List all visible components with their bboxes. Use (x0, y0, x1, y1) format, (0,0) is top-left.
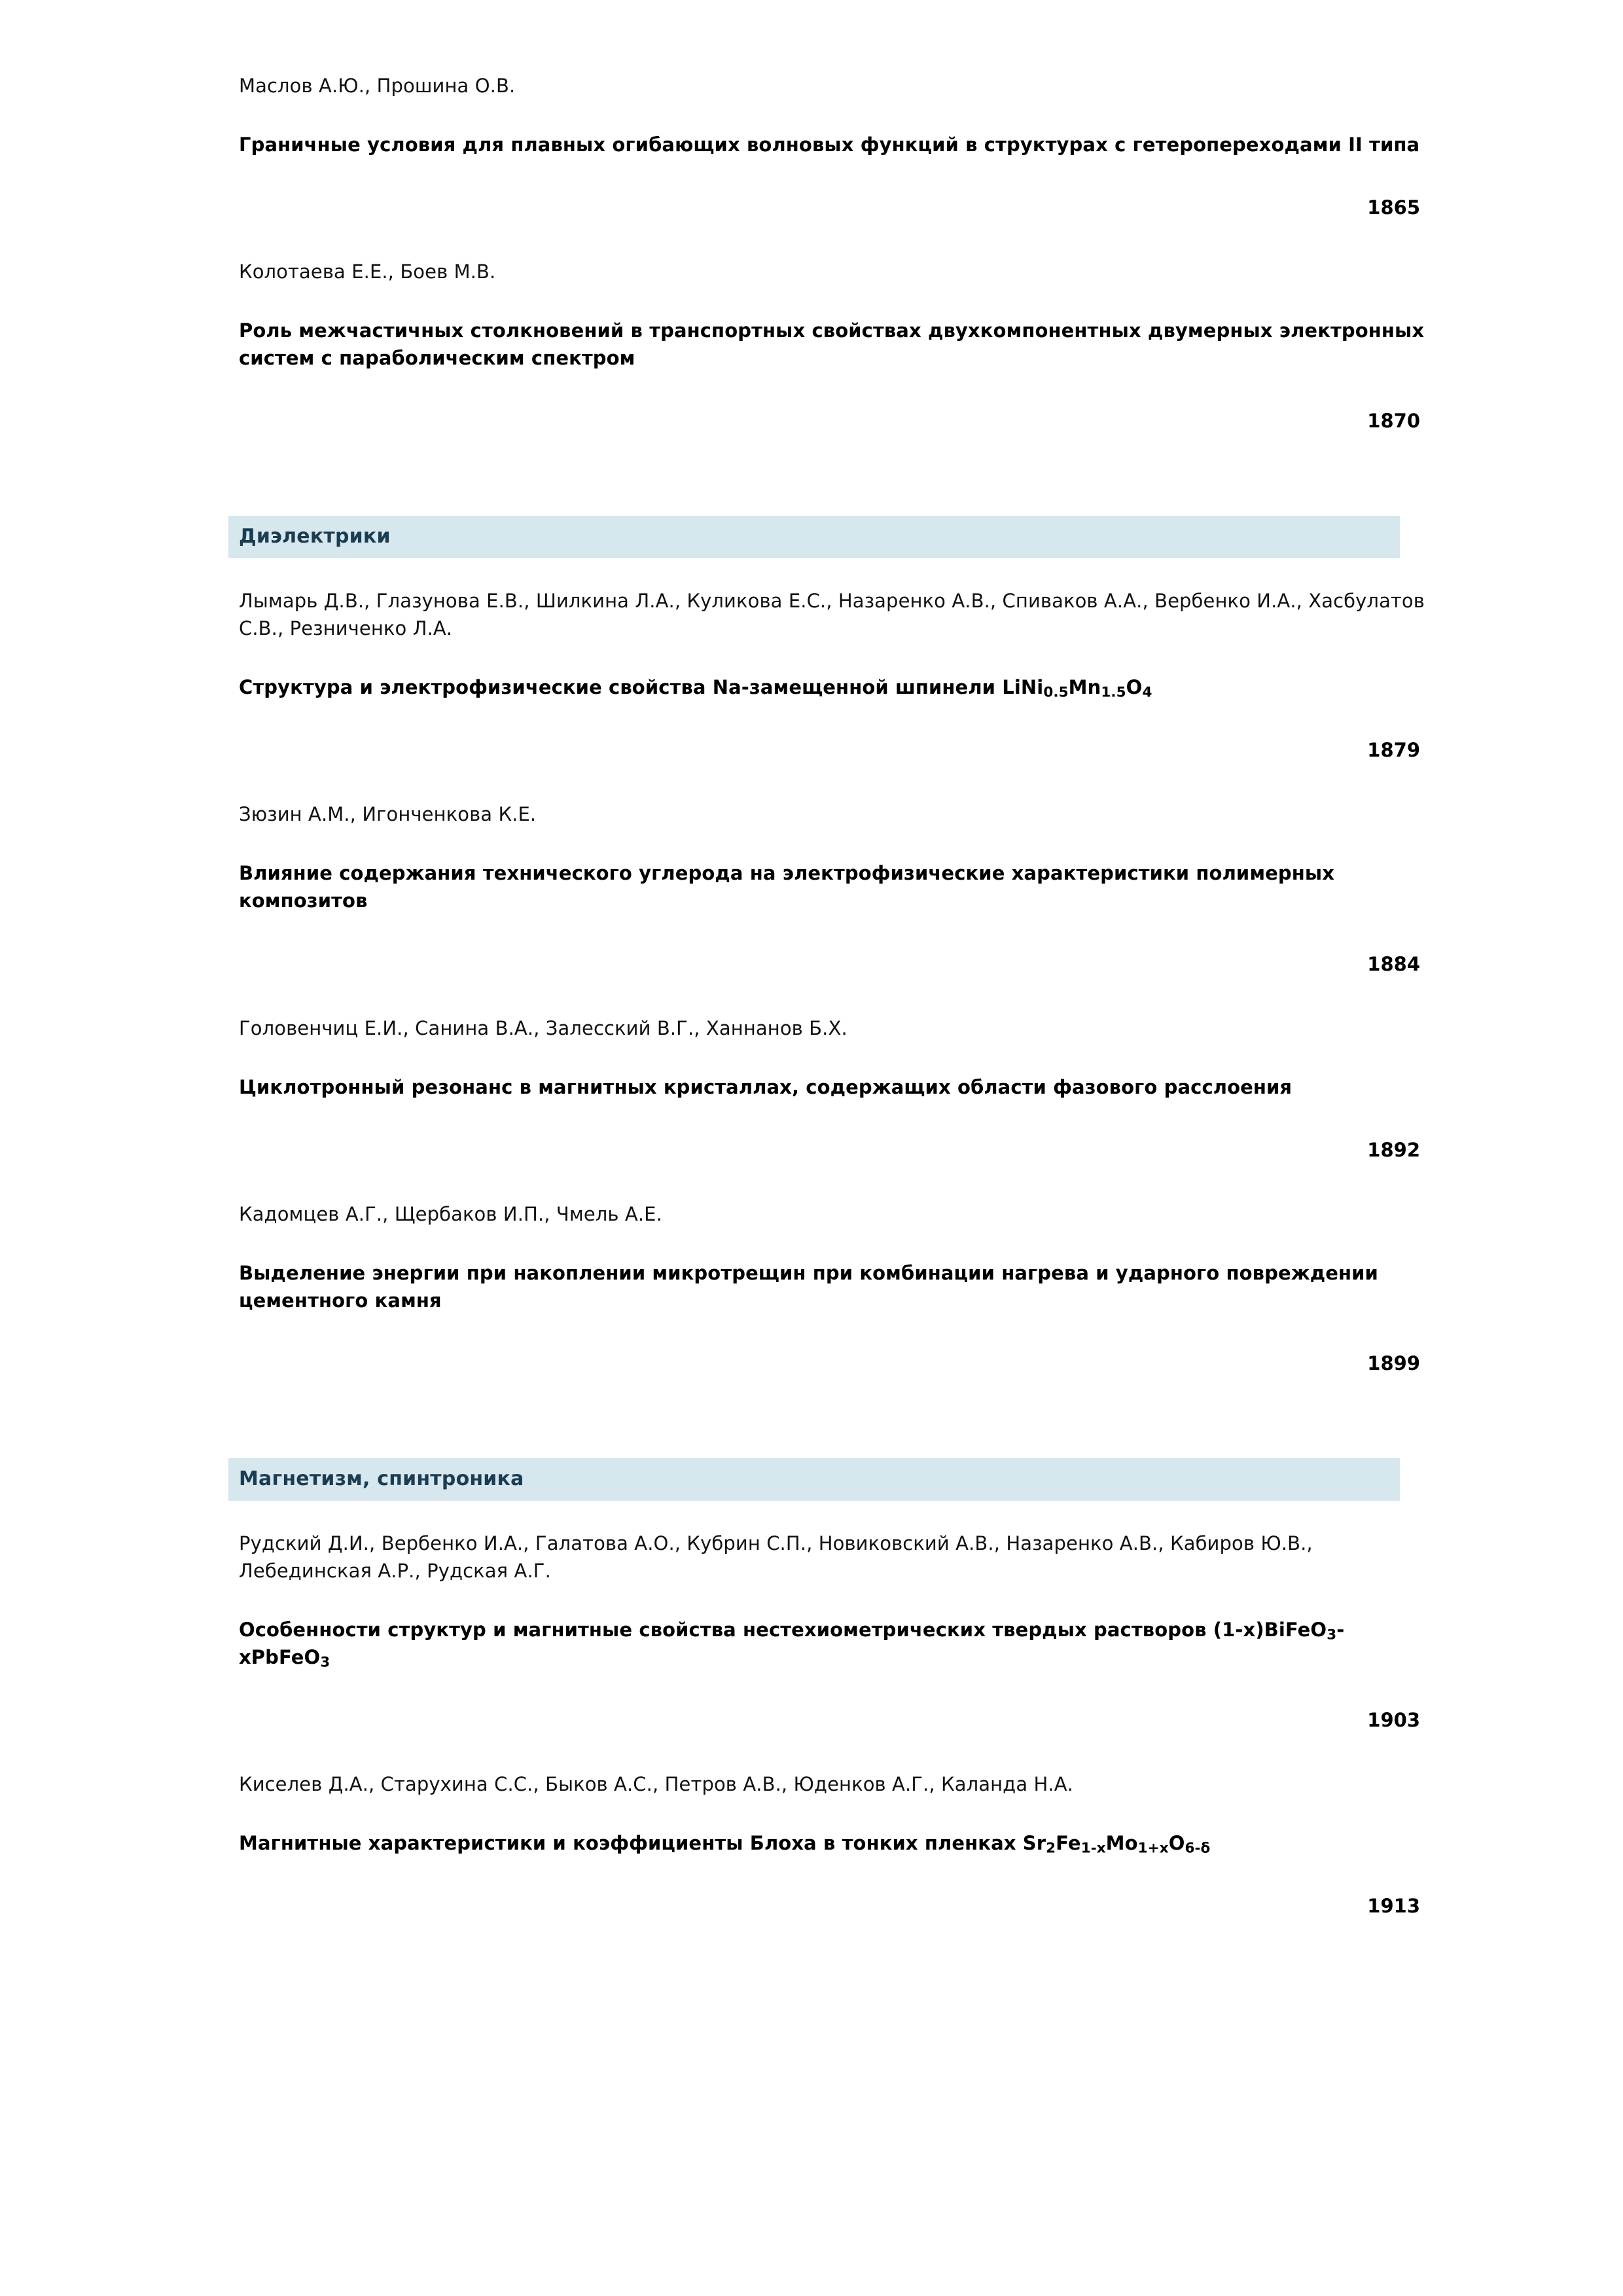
entry-title[interactable]: Магнитные характеристики и коэффициенты Блоха в тонких пленках $Sr_2Fe_{1-x}Mo_{1+x}O_{6-\delta}$ (239, 1831, 1211, 1857)
spacer (239, 1501, 1427, 1530)
entry-authors: Маслов А.Ю., Прошина О.В. (239, 75, 516, 97)
entry-authors: Зюзин А.М., Игонченкова К.Е. (239, 803, 537, 826)
entry-page-number: 1884 (1367, 952, 1420, 975)
entry-authors: Лымарь Д.В., Глазунова Е.В., Шилкина Л.А., Куликова Е.С., Назаренко А.В., Спиваков А.А., Вербенко И.А., Хасбулатов С.В., Резниченко Л.А. (239, 590, 1425, 640)
spacer (239, 1161, 1427, 1200)
toc-entry[interactable] (239, 587, 1427, 761)
entry-page-number: 1865 (1367, 196, 1420, 219)
section-heading: Диэлектрики (228, 516, 1400, 558)
entry-title[interactable]: Циклотронный резонанс в магнитных кристаллах, содержащих области фазового расслоения (239, 1075, 1293, 1098)
entry-page-number: 1899 (1367, 1352, 1420, 1374)
spacer (239, 1917, 1427, 1956)
entry-page-number: 1913 (1367, 1895, 1420, 1918)
entry-page-number: 1892 (1367, 1138, 1420, 1161)
spacer (239, 558, 1427, 587)
entry-authors: Рудский Д.И., Вербенко И.А., Галатова А.О., Кубрин С.П., Новиковский А.В., Назаренко А.В., Кабиров Ю.В., Лебединская А.Р., Рудская А.Г. (239, 1532, 1313, 1582)
entry-title[interactable]: Структура и электрофизические свойства Na-замещенной шпинели $LiNi_{0.5}Mn_{1.5}O_4$ (239, 676, 1152, 702)
toc-entry[interactable] (239, 72, 1427, 219)
entry-page-number: 1870 (1367, 410, 1420, 433)
toc-entry[interactable] (239, 1530, 1427, 1731)
entry-authors: Колотаева Е.Е., Боев М.В. (239, 260, 496, 283)
toc-entry[interactable] (239, 258, 1427, 432)
spacer (239, 219, 1427, 258)
toc-entry[interactable] (239, 800, 1427, 975)
entry-title[interactable]: Особенности структур и магнитные свойства нестехиометрических твердых растворов (1-х)BiFeO$_3$-xPbFeO$_3$ (239, 1618, 1345, 1671)
entry-title[interactable]: Влияние содержания технического углерода на электрофизические характеристики полимерных композитов (239, 862, 1335, 912)
toc-entry[interactable] (239, 1200, 1427, 1374)
toc-content (239, 72, 1427, 1956)
spacer (239, 1374, 1427, 1414)
entry-page-number: 1903 (1367, 1708, 1420, 1731)
entry-title[interactable]: Роль межчастичных столкновений в транспортных свойствах двухкомпонентных двумерных электронных систем с параболическим спектром (239, 319, 1425, 370)
entry-authors: Кадомцев А.Г., Щербаков И.П., Чмель А.Е. (239, 1202, 662, 1225)
toc-entry[interactable] (239, 1014, 1427, 1161)
spacer (239, 761, 1427, 800)
entry-authors: Головенчиц Е.И., Санина В.А., Залесский В.Г., Ханнанов Б.Х. (239, 1016, 847, 1039)
spacer (239, 1731, 1427, 1770)
section-heading: Магнетизм, спинтроника (228, 1458, 1400, 1501)
toc-entry[interactable] (239, 1770, 1427, 1917)
entry-authors: Киселев Д.А., Старухина С.С., Быков А.С., Петров А.В., Юденков А.Г., Каланда Н.А. (239, 1772, 1073, 1795)
spacer (239, 975, 1427, 1014)
entry-page-number: 1879 (1367, 739, 1420, 762)
spacer (239, 432, 1427, 471)
entry-title[interactable]: Выделение энергии при накоплении микротрещин при комбинации нагрева и ударного повреждении цементного камня (239, 1261, 1378, 1312)
entry-title[interactable]: Граничные условия для плавных огибающих волновых функций в структурах с гетеропереходами II типа (239, 134, 1420, 156)
